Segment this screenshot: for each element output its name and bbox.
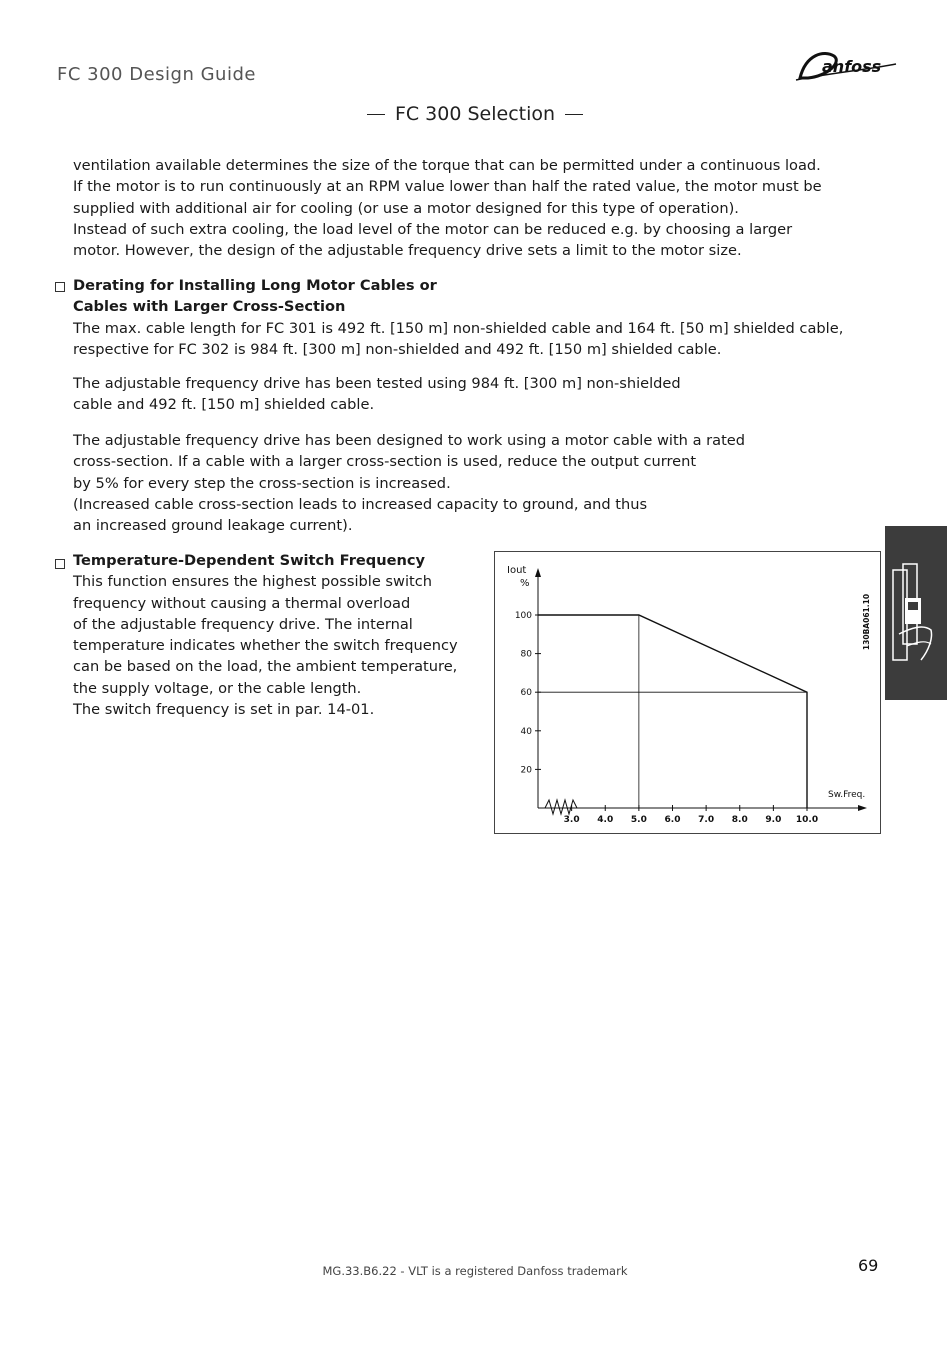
x-tick-label: 9.0 xyxy=(765,815,782,825)
x-axis-label: Sw.Freq. xyxy=(828,790,866,800)
text-line: ventilation available determines the size of the torque that can be permitted under a continuous load. xyxy=(73,157,821,174)
x-tick-label: 4.0 xyxy=(597,815,614,825)
text-line: The adjustable frequency drive has been tested using 984 ft. [300 m] non-shielded xyxy=(73,375,681,392)
text-line: the supply voltage, or the cable length. xyxy=(73,679,362,697)
y-tick-label: 100 xyxy=(514,611,532,621)
section-heading: Derating for Installing Long Motor Cables or xyxy=(73,277,437,294)
text-line: Instead of such extra cooling, the load level of the motor can be reduced e.g. by choosing a larger xyxy=(73,220,793,238)
figure-id: 130BA061.10 xyxy=(862,593,871,651)
section-heading: Temperature-Dependent Switch Frequency xyxy=(73,552,426,569)
text-line: frequency without causing a thermal overload xyxy=(73,594,411,612)
switch-frequency-section xyxy=(73,550,473,720)
text-line: cross-section. If a cable with a larger cross-section is used, reduce the output current xyxy=(73,453,697,471)
text-line: temperature indicates whether the switch frequency xyxy=(73,637,458,655)
y-axis-label: Iout xyxy=(507,565,527,576)
hand-device-icon xyxy=(885,526,947,700)
document-title: FC 300 Design Guide xyxy=(57,64,256,85)
footer-text: MG.33.B6.22 - VLT is a registered Danfoss trademark xyxy=(322,1264,628,1278)
y-tick-label: 40 xyxy=(520,726,532,737)
chapter-side-tab xyxy=(885,526,947,700)
text-line: The switch frequency is set in par. 14-01. xyxy=(73,701,375,719)
derating-chart-frame xyxy=(494,551,881,834)
cable-cross-section-paragraph xyxy=(73,430,873,536)
x-tick-label: 6.0 xyxy=(664,815,681,825)
section-title: FC 300 Selection xyxy=(0,103,950,125)
y-tick-label: 20 xyxy=(520,765,532,776)
x-tick-label: 8.0 xyxy=(731,815,748,825)
text-line: If the motor is to run continuously at an RPM value lower than half the rated value, the motor must be xyxy=(73,178,822,196)
bullet-checkbox xyxy=(55,559,65,569)
text-line: motor. However, the design of the adjustable frequency drive sets a limit to the motor size. xyxy=(73,242,742,260)
page-number: 69 xyxy=(858,1256,879,1275)
text-line: an increased ground leakage current). xyxy=(73,517,353,535)
text-line: cable and 492 ft. [150 m] shielded cable. xyxy=(73,396,375,414)
text-line: The adjustable frequency drive has been designed to work using a motor cable with a rated xyxy=(73,432,746,449)
text-line: This function ensures the highest possible switch xyxy=(73,573,433,591)
axis-break-zigzag xyxy=(545,800,577,814)
x-tick-label: 3.0 xyxy=(563,815,580,825)
text-line: The max. cable length for FC 301 is 492 ft. [150 m] non-shielded cable and 164 ft. [50 m] shielded cable, xyxy=(73,319,844,337)
derating-curve xyxy=(538,615,807,808)
y-tick-label: 80 xyxy=(520,649,532,660)
danfoss-logo xyxy=(794,44,898,86)
section-heading: Cables with Larger Cross-Section xyxy=(73,298,346,316)
x-tick-label: 7.0 xyxy=(698,815,715,825)
x-tick-label: 10.0 xyxy=(795,815,819,825)
text-line: can be based on the load, the ambient temperature, xyxy=(73,658,458,676)
y-axis-arrow xyxy=(535,568,541,577)
chart-axes xyxy=(535,568,867,811)
text-line: by 5% for every step the cross-section is increased. xyxy=(73,474,451,492)
derating-chart xyxy=(495,552,880,833)
text-line: supplied with additional air for cooling (or use a motor designed for this type of operation). xyxy=(73,199,739,217)
bullet-checkbox xyxy=(55,282,65,292)
text-line: of the adjustable frequency drive. The internal xyxy=(73,615,413,633)
x-tick-label: 5.0 xyxy=(630,815,647,825)
y-axis-unit: % xyxy=(520,578,530,589)
cable-tested-paragraph xyxy=(73,373,873,416)
x-axis-arrow xyxy=(858,805,867,811)
text-line: (Increased cable cross-section leads to increased capacity to ground, and thus xyxy=(73,495,648,513)
cable-section xyxy=(73,275,873,360)
text-line: respective for FC 302 is 984 ft. [300 m] non-shielded and 492 ft. [150 m] shielded cable. xyxy=(73,340,722,358)
intro-paragraph xyxy=(73,155,873,261)
y-tick-label: 60 xyxy=(520,688,532,699)
svg-text:anfoss: anfoss xyxy=(822,57,882,76)
